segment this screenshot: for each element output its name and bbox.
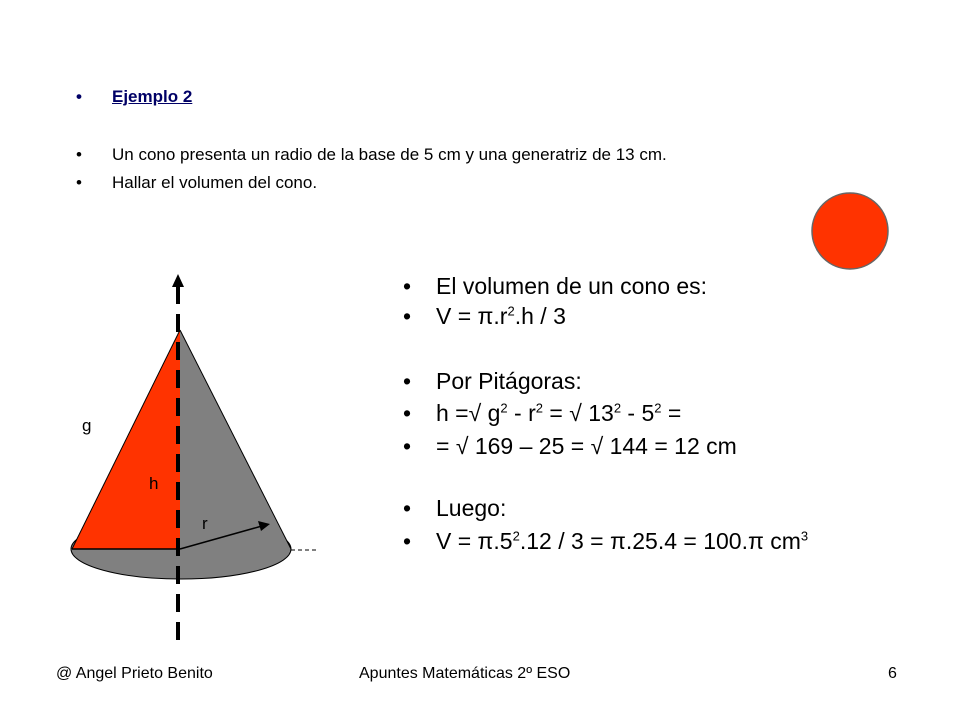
label-h: h: [149, 474, 159, 493]
label-r: r: [202, 514, 208, 533]
conclusion-intro: • Luego:: [436, 497, 506, 520]
footer-subject: Apuntes Matemáticas 2º ESO: [359, 665, 571, 682]
label-g: g: [82, 416, 92, 435]
pythagoras-intro: • Por Pitágoras:: [436, 370, 582, 393]
volume-formula: • $V = \pi.r^2.h / 3$: [436, 305, 566, 328]
pythagoras-formula: • h =√ $g^2 - r^2$ = √ $13^2 - 5^2$ =: [436, 402, 681, 425]
height-calculation: • = √ 169 – 25 = √ 144 = 12 cm: [436, 435, 737, 458]
circle-decoration: [812, 193, 888, 269]
problem-question-line: • Hallar el volumen del cono.: [112, 174, 317, 191]
axis-arrowhead: [172, 274, 184, 287]
page-number: 6: [888, 665, 897, 682]
slide-title: • Ejemplo 2: [112, 88, 192, 105]
footer-author: @ Angel Prieto Benito: [56, 665, 213, 682]
volume-intro: • El volumen de un cono es:: [436, 275, 707, 298]
final-volume: • $V = \pi.5^2.12 / 3 = \pi.25.4 = 100.\pi$ $cm^3$: [436, 530, 808, 553]
problem-statement-line: • Un cono presenta un radio de la base de 5 cm y una generatriz de 13 cm.: [112, 146, 667, 163]
